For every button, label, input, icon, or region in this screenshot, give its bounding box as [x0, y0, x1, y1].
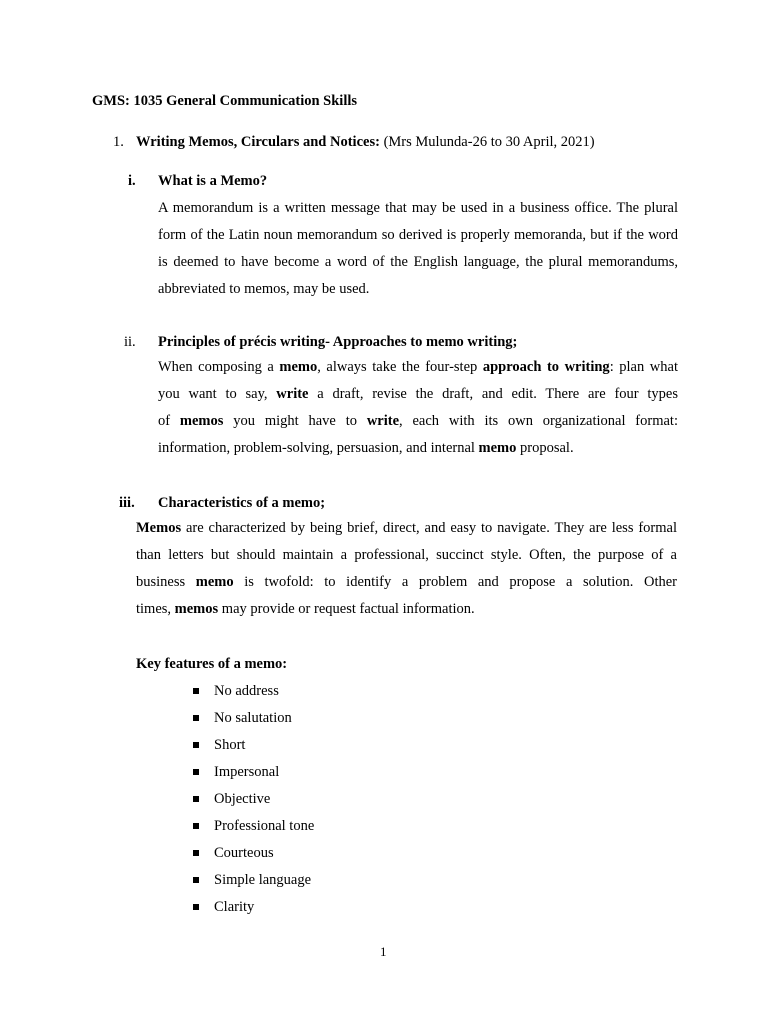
text-run: of — [158, 413, 180, 429]
list-item-text: Clarity — [214, 899, 255, 915]
text-run: When composing a — [158, 359, 280, 375]
section-1-number: 1. — [113, 134, 124, 150]
list-item — [190, 786, 314, 813]
paragraph-line — [158, 354, 678, 381]
page-number: 1 — [380, 944, 387, 959]
bold-term: memo — [195, 574, 234, 590]
paragraph-line — [136, 569, 677, 596]
paragraph-line: abbreviated to memos, may be used. — [158, 281, 370, 297]
list-item-text: Courteous — [214, 845, 274, 861]
square-bullet-icon — [193, 688, 199, 694]
subsection-iii-numeral: iii. — [119, 495, 135, 511]
subsection-ii-paragraph — [158, 354, 678, 462]
text-run: : plan what — [609, 359, 678, 375]
list-item — [190, 813, 314, 840]
text-run: may provide or request factual information. — [218, 601, 475, 617]
text-run: you might have to — [223, 413, 367, 429]
square-bullet-icon — [193, 796, 199, 802]
key-features-heading: Key features of a memo: — [136, 656, 288, 672]
paragraph-line — [158, 435, 678, 462]
paragraph-line: form of the Latin noun memorandum so derived is properly memoranda, but if the word — [158, 227, 678, 243]
list-item — [190, 678, 314, 705]
square-bullet-icon — [193, 742, 199, 748]
text-run: business — [136, 574, 196, 590]
bold-term: write — [276, 386, 309, 402]
square-bullet-icon — [193, 877, 199, 883]
bold-term: memo — [478, 440, 517, 456]
paragraph-line — [158, 381, 678, 408]
text-run: are characterized by being brief, direct, and easy to navigate. They are less formal — [181, 520, 677, 536]
bold-term: memo — [279, 359, 318, 375]
key-features-list — [190, 678, 314, 921]
text-run: , always take the four-step — [317, 359, 483, 375]
subsection-i-heading: What is a Memo? — [158, 173, 268, 189]
list-item — [190, 840, 314, 867]
text-run: information, problem-solving, persuasion, and internal — [158, 440, 479, 456]
square-bullet-icon — [193, 823, 199, 829]
bold-term: approach to writing — [482, 359, 610, 375]
bold-term: write — [366, 413, 400, 429]
subsection-iii-paragraph — [136, 515, 677, 623]
square-bullet-icon — [193, 904, 199, 910]
paragraph-line — [136, 515, 677, 542]
list-item-text: Simple language — [214, 872, 312, 888]
list-item-text: Short — [214, 737, 246, 753]
paragraph-line — [136, 596, 677, 623]
bold-term: memos — [174, 601, 219, 617]
paragraph-line: than letters but should maintain a professional, succinct style. Often, the purpose of a — [136, 547, 677, 563]
square-bullet-icon — [193, 715, 199, 721]
list-item-text: Impersonal — [214, 764, 280, 780]
list-item-text: Professional tone — [214, 818, 315, 834]
list-item — [190, 867, 314, 894]
subsection-i-numeral: i. — [128, 173, 136, 189]
text-run: , each with its own organizational format: — [399, 413, 678, 429]
paragraph-line: is deemed to have become a word of the English language, the plural memorandums, — [158, 254, 678, 270]
subsection-iii-heading: Characteristics of a memo; — [158, 495, 326, 511]
text-run: a draft, revise the draft, and edit. There are four types — [308, 386, 678, 402]
text-run: is twofold: to identify a problem and propose a solution. Other — [233, 574, 677, 590]
list-item-text: No salutation — [214, 710, 292, 726]
text-run: proposal. — [516, 440, 574, 456]
list-item — [190, 759, 314, 786]
list-item — [190, 705, 314, 732]
section-1-title: Writing Memos, Circulars and Notices: — [136, 134, 380, 150]
list-item — [190, 732, 314, 759]
section-1-subtitle: (Mrs Mulunda-26 to 30 April, 2021) — [379, 134, 595, 150]
list-item — [190, 894, 314, 921]
bold-term: memos — [179, 413, 224, 429]
text-run: you want to say, — [158, 386, 277, 402]
section-1-heading — [113, 134, 595, 151]
list-item-text: Objective — [214, 791, 271, 807]
paragraph-line — [158, 408, 678, 435]
paragraph-line: A memorandum is a written message that may be used in a business office. The plural — [158, 200, 678, 216]
list-item-text: No address — [214, 683, 279, 699]
subsection-ii-heading: Principles of précis writing- Approaches to memo writing; — [158, 334, 518, 350]
subsection-i-paragraph — [158, 195, 678, 303]
subsection-ii-numeral: ii. — [124, 334, 136, 350]
bold-term: Memos — [136, 520, 182, 536]
text-run: times, — [136, 601, 175, 617]
square-bullet-icon — [193, 769, 199, 775]
square-bullet-icon — [193, 850, 199, 856]
course-title: GMS: 1035 General Communication Skills — [92, 93, 358, 109]
